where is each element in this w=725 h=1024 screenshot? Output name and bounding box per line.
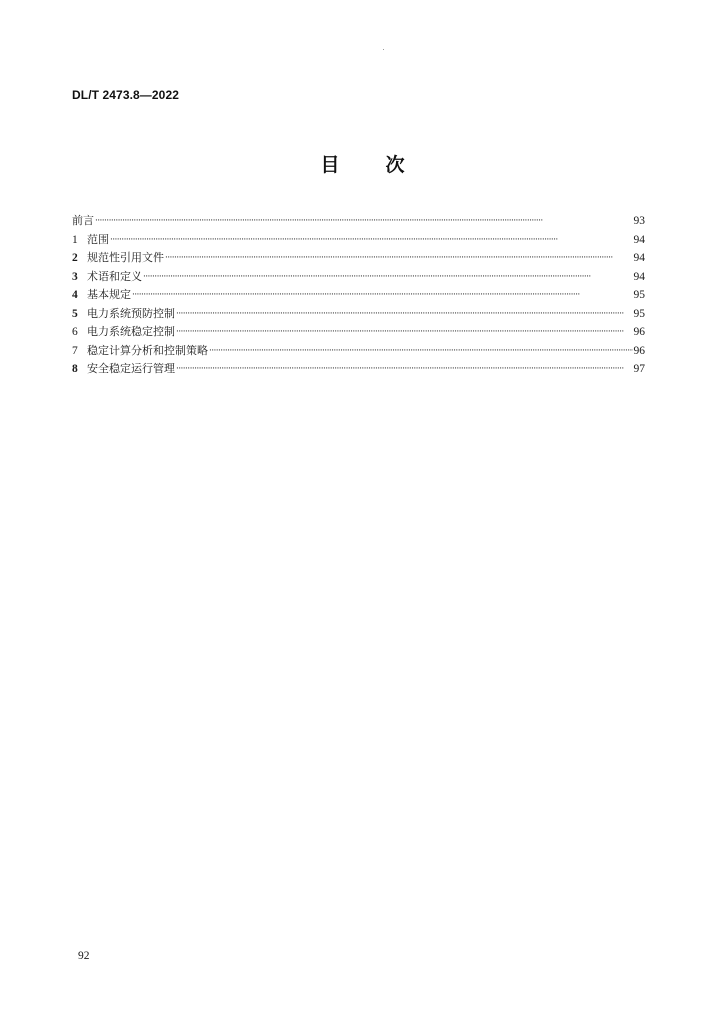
toc-title-char-1: 目 <box>320 154 340 176</box>
toc-entry-number: 5 <box>72 307 78 320</box>
document-code: DL/T 2473.8—2022 <box>72 88 179 102</box>
toc-list <box>72 211 645 378</box>
toc-entry-3[interactable] <box>72 267 645 286</box>
toc-entry-4[interactable] <box>72 285 645 304</box>
toc-entry-page: 94 <box>633 233 645 246</box>
toc-entry-text: 前言 <box>72 214 94 227</box>
toc-entry-text: 规范性引用文件 <box>87 251 164 264</box>
toc-entry-text: 稳定计算分析和控制策略 <box>87 343 208 357</box>
toc-entry-7[interactable] <box>72 341 645 360</box>
toc-entry-foreword[interactable] <box>72 211 645 230</box>
toc-entry-page: 96 <box>633 344 645 357</box>
toc-entry-page: 97 <box>633 363 645 375</box>
toc-entry-number: 3 <box>72 270 78 283</box>
toc-entry-page: 96 <box>633 326 645 338</box>
toc-entry-page: 93 <box>633 215 645 227</box>
toc-leader-dots <box>132 284 633 303</box>
toc-entry-page: 95 <box>633 289 645 301</box>
toc-leader-dots <box>176 321 633 340</box>
toc-entry-number: 4 <box>72 289 78 301</box>
toc-entry-text: 基本规定 <box>87 288 131 301</box>
toc-entry-number: 6 <box>72 326 78 338</box>
toc-entry-number: 1 <box>72 233 78 246</box>
toc-entry-text: 术语和定义 <box>87 269 142 283</box>
toc-entry-6[interactable] <box>72 322 645 341</box>
toc-entry-page: 94 <box>633 270 645 283</box>
toc-entry-text: 电力系统预防控制 <box>87 306 175 320</box>
toc-leader-dots <box>165 247 633 266</box>
toc-title-char-2: 次 <box>385 154 405 176</box>
toc-leader-dots <box>143 266 633 285</box>
scan-speck <box>383 49 384 50</box>
toc-entry-5[interactable] <box>72 304 645 323</box>
page-number: 92 <box>78 950 90 962</box>
toc-leader-dots <box>110 229 633 248</box>
toc-leader-dots <box>95 210 633 229</box>
toc-entry-number: 2 <box>72 252 78 264</box>
toc-entry-text: 安全稳定运行管理 <box>87 362 175 375</box>
toc-entry-1[interactable] <box>72 230 645 249</box>
toc-title <box>0 150 725 177</box>
toc-entry-2[interactable] <box>72 248 645 267</box>
toc-entry-page: 94 <box>633 252 645 264</box>
toc-entry-number: 7 <box>72 344 78 357</box>
toc-entry-text: 电力系统稳定控制 <box>87 325 175 338</box>
toc-leader-dots <box>209 340 633 359</box>
toc-leader-dots <box>176 358 633 377</box>
toc-entry-number: 8 <box>72 363 78 375</box>
toc-entry-text: 范围 <box>87 232 109 246</box>
toc-entry-page: 95 <box>633 307 645 320</box>
toc-leader-dots <box>176 303 633 322</box>
toc-entry-8[interactable] <box>72 359 645 378</box>
